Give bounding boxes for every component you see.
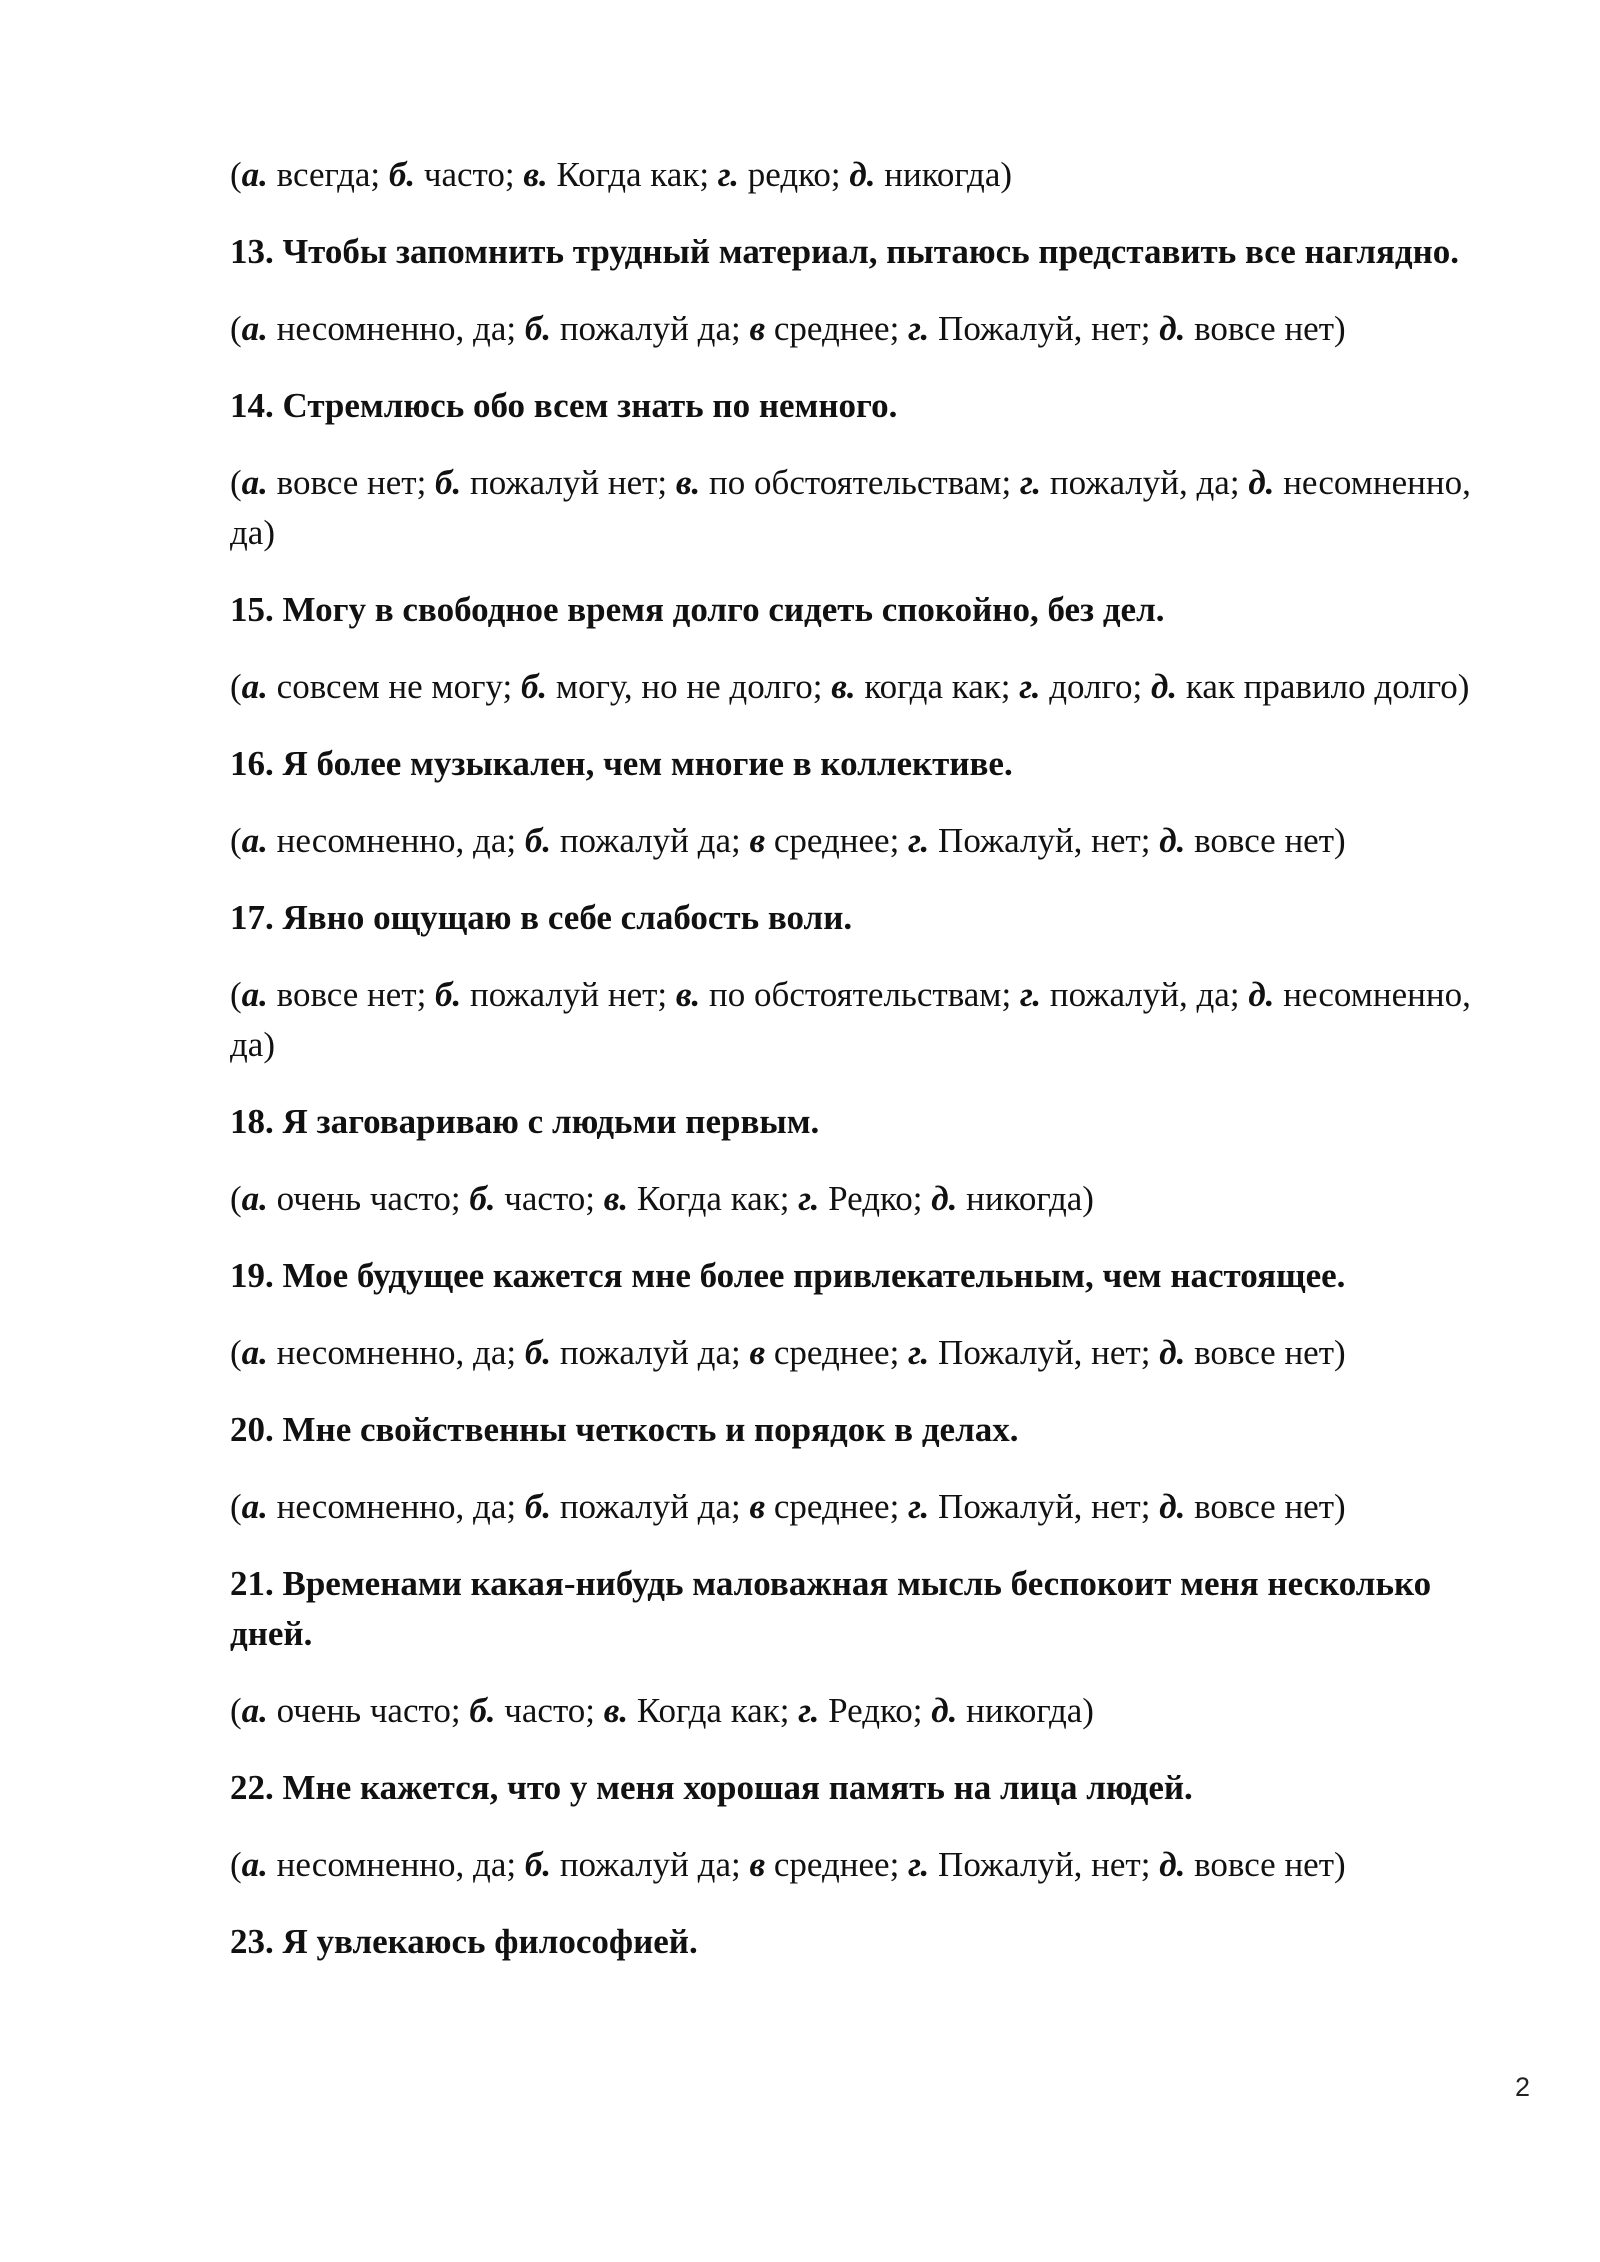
option-text: среднее; [765,821,909,860]
option-text: ( [230,1487,242,1526]
question-text: 14. Стремлюсь обо всем знать по немного. [230,386,898,425]
option-text: пожалуй да; [551,1487,750,1526]
option-text: ( [230,309,242,348]
document-body [230,150,1480,1994]
option-letter: д. [1248,463,1275,502]
option-letter: в [749,821,766,860]
answer-options [230,970,1480,1070]
option-text: пожалуй да; [551,821,750,860]
option-text: пожалуй да; [551,309,750,348]
option-letter: д. [1159,821,1186,860]
option-letter: в. [675,975,701,1014]
option-text: Когда как; [547,155,718,194]
option-text: среднее; [765,1845,909,1884]
option-text: часто; [495,1179,604,1218]
option-text: редко; [739,155,850,194]
question-text: 18. Я заговариваю с людьми первым. [230,1102,820,1141]
option-letter: г. [908,1487,930,1526]
option-text: среднее; [765,309,909,348]
question-text: 21. Временами какая-нибудь маловажная мысль беспокоит меня несколько дней. [230,1564,1432,1653]
option-text: пожалуй да; [551,1845,750,1884]
option-letter: а. [241,821,268,860]
option-text: вовсе нет) [1185,1845,1346,1884]
option-letter: а. [241,975,268,1014]
option-text: несомненно, да; [267,821,525,860]
option-letter: в. [603,1691,629,1730]
option-letter: д. [1159,1487,1186,1526]
option-letter: в [749,1333,766,1372]
option-text: вовсе нет) [1185,1487,1346,1526]
option-text: часто; [495,1691,604,1730]
option-letter: б. [388,155,416,194]
option-letter: д. [931,1691,958,1730]
option-text: среднее; [765,1333,909,1372]
option-text: совсем не могу; [267,667,521,706]
option-letter: б. [435,463,462,502]
option-text: вовсе нет) [1185,821,1346,860]
option-text: часто; [415,155,524,194]
option-letter: б. [524,821,552,860]
option-text: ( [230,1333,242,1372]
option-letter: б. [524,1487,552,1526]
option-text: пожалуй, да; [1041,463,1249,502]
option-text: всегда; [267,155,389,194]
option-text: Пожалуй, нет; [929,1333,1160,1372]
option-letter: б. [520,667,548,706]
option-letter: б. [469,1691,496,1730]
question-text: 15. Могу в свободное время долго сидеть спокойно, без дел. [230,590,1165,629]
option-letter: в. [523,155,548,194]
option-text: никогда) [957,1691,1094,1730]
option-letter: а. [241,1333,268,1372]
option-letter: г. [717,155,740,194]
option-text: ( [230,975,242,1014]
option-text: ( [230,1691,242,1730]
option-text: Пожалуй, нет; [929,1487,1160,1526]
option-text: по обстоятельствам; [700,463,1020,502]
option-letter: д. [1159,309,1186,348]
question-text: 22. Мне кажется, что у меня хорошая память на лица людей. [230,1768,1193,1807]
option-text: ( [230,1179,242,1218]
option-letter: г. [908,309,930,348]
option-text: несомненно, да; [267,1333,525,1372]
option-letter: д. [849,155,876,194]
question-text: 20. Мне свойственны четкость и порядок в делах. [230,1410,1019,1449]
option-letter: г. [1019,667,1041,706]
option-letter: в. [603,1179,629,1218]
option-letter: г. [1019,463,1042,502]
option-letter: в [749,1845,766,1884]
option-text: несомненно, да) [230,975,1471,1064]
option-text: могу, но не долго; [547,667,832,706]
option-text: Когда как; [628,1179,799,1218]
option-text: ( [230,155,242,194]
option-letter: б. [524,1845,552,1884]
option-letter: д. [931,1179,958,1218]
option-text: вовсе нет; [267,463,436,502]
option-letter: в. [831,667,856,706]
option-text: Пожалуй, нет; [929,1845,1160,1884]
answer-options [230,1482,1480,1532]
option-letter: г. [908,821,930,860]
option-letter: г. [798,1179,820,1218]
option-letter: д. [1151,667,1178,706]
option-text: как правило долго) [1177,667,1470,706]
answer-options [230,304,1480,354]
option-text: Пожалуй, нет; [929,821,1160,860]
answer-options [230,1174,1480,1224]
option-text: несомненно, да; [267,1845,525,1884]
answer-options [230,1840,1480,1890]
option-letter: а. [241,1487,268,1526]
option-letter: б. [435,975,462,1014]
option-text: вовсе нет) [1185,1333,1346,1372]
question-text: 13. Чтобы запомнить трудный материал, пытаюсь представить все наглядно. [230,232,1460,271]
answer-options [230,1686,1480,1736]
option-letter: а. [241,1845,268,1884]
option-letter: а. [241,1691,268,1730]
option-text: очень часто; [267,1179,470,1218]
option-text: никогда) [875,155,1013,194]
option-letter: г. [798,1691,820,1730]
option-text: ( [230,821,242,860]
option-text: долго; [1040,667,1152,706]
option-letter: а. [241,309,268,348]
question-text: 17. Явно ощущаю в себе слабость воли. [230,898,853,937]
question-text: 16. Я более музыкален, чем многие в коллективе. [230,744,1013,783]
option-text: несомненно, да) [230,463,1471,552]
option-letter: г. [908,1845,930,1884]
option-text: пожалуй да; [551,1333,750,1372]
option-text: ( [230,463,242,502]
option-text: пожалуй нет; [461,975,676,1014]
option-letter: в. [675,463,701,502]
option-text: вовсе нет; [267,975,436,1014]
option-text: пожалуй нет; [461,463,676,502]
option-letter: а. [241,667,268,706]
answer-options [230,1328,1480,1378]
option-text: несомненно, да; [267,1487,525,1526]
option-text: ( [230,1845,242,1884]
option-letter: в [749,309,766,348]
option-text: Редко; [819,1179,932,1218]
option-text: вовсе нет) [1185,309,1346,348]
option-letter: г. [908,1333,930,1372]
option-text: никогда) [957,1179,1094,1218]
question-text: 23. Я увлекаюсь философией. [230,1922,698,1961]
option-text: Когда как; [628,1691,799,1730]
option-text: по обстоятельствам; [700,975,1020,1014]
option-text: Редко; [819,1691,932,1730]
option-text: Пожалуй, нет; [929,309,1160,348]
option-text: пожалуй, да; [1041,975,1249,1014]
answer-options [230,458,1480,558]
option-letter: д. [1159,1845,1186,1884]
option-letter: а. [241,155,268,194]
option-text: когда как; [855,667,1020,706]
option-letter: д. [1159,1333,1186,1372]
option-letter: г. [1019,975,1042,1014]
option-letter: д. [1248,975,1275,1014]
option-letter: а. [241,463,268,502]
page-number: 2 [1514,2072,1530,2102]
option-text: очень часто; [267,1691,470,1730]
option-letter: б. [524,309,552,348]
answer-options [230,816,1480,866]
option-text: среднее; [765,1487,909,1526]
option-text: несомненно, да; [267,309,525,348]
answer-options [230,662,1480,712]
answer-options [230,150,1480,200]
option-letter: б. [469,1179,496,1218]
option-text: ( [230,667,242,706]
option-letter: а. [241,1179,268,1218]
option-letter: в [749,1487,766,1526]
option-letter: б. [524,1333,552,1372]
question-text: 19. Мое будущее кажется мне более привлекательным, чем настоящее. [230,1256,1346,1295]
